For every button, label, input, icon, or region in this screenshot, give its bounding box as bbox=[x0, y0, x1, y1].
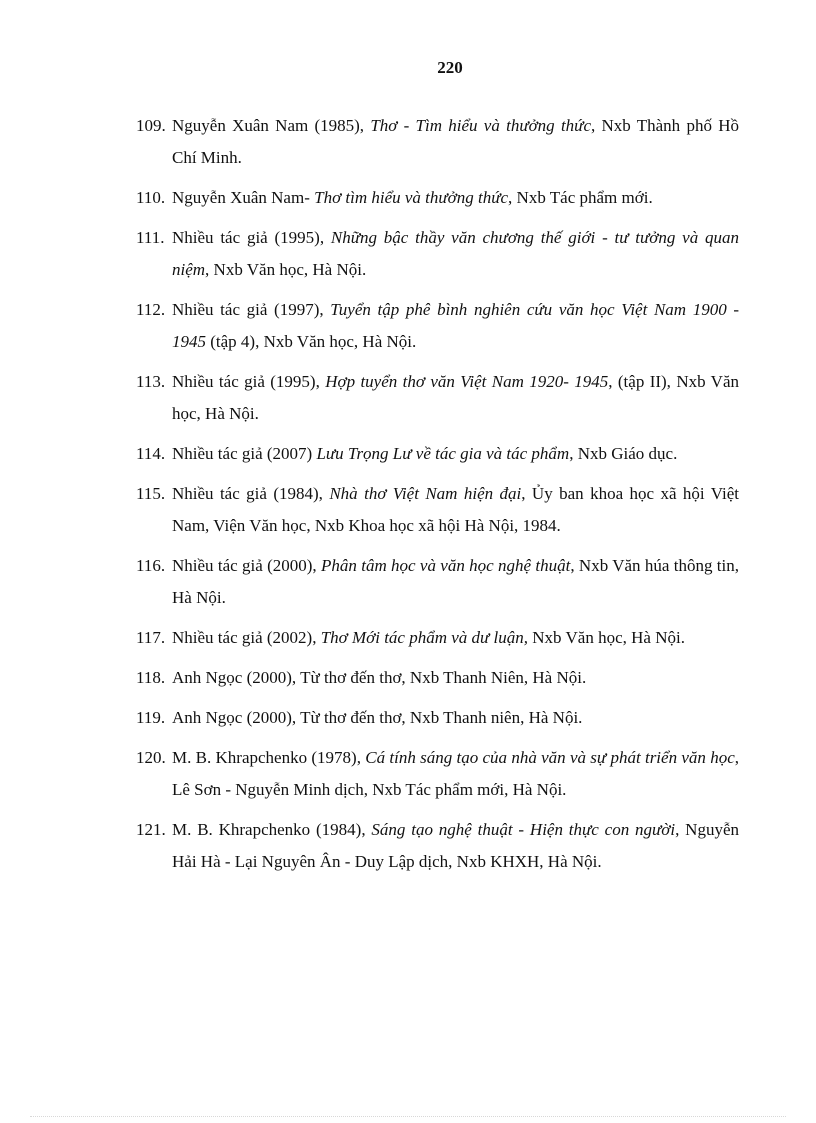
reference-item bbox=[136, 662, 739, 694]
reference-number: 109. bbox=[136, 116, 166, 135]
reference-author-year: Nhiều tác giả (2002), bbox=[172, 628, 321, 647]
reference-title: Sáng tạo nghệ thuật - Hiện thực con người bbox=[371, 820, 676, 839]
reference-publisher: , Ủy ban khoa học xã hội Việt Nam, Viện Văn học, Nxb Khoa học xã hội Hà Nội, 1984. bbox=[172, 484, 740, 535]
reference-title: Thơ tìm hiểu và thưởng thức bbox=[314, 188, 509, 207]
page-number: 220 bbox=[437, 58, 463, 77]
reference-item bbox=[136, 702, 739, 734]
reference-publisher: (tập 4), Nxb Văn học, Hà Nội. bbox=[206, 332, 417, 351]
reference-title: Thơ - Tìm hiểu và thưởng thức bbox=[370, 116, 591, 135]
reference-author-year: Nguyễn Xuân Nam- bbox=[172, 188, 315, 207]
reference-publisher: , Nxb Giáo dục. bbox=[569, 444, 678, 463]
page-bottom-rule bbox=[30, 1116, 786, 1117]
reference-author-year: Nhiều tác giả (2000), bbox=[172, 556, 322, 575]
reference-text: Anh Ngọc (2000), Từ thơ đến thơ, Nxb Thanh niên, Hà Nội. bbox=[172, 708, 583, 727]
reference-number: 115. bbox=[136, 484, 166, 503]
reference-title: Những bậc thầy văn chương thế giới - tư tưởng và quan niệm bbox=[172, 228, 740, 279]
reference-text: Anh Ngọc (2000), Từ thơ đến thơ, Nxb Thanh Niên, Hà Nội. bbox=[172, 668, 587, 687]
reference-number: 121. bbox=[136, 820, 166, 839]
reference-title: Phân tâm học và văn học nghệ thuật bbox=[321, 556, 571, 575]
reference-author-year: M. B. Khrapchenko (1978), bbox=[172, 748, 366, 767]
reference-publisher: , Nxb Văn học, Hà Nội. bbox=[205, 260, 367, 279]
reference-item bbox=[136, 550, 739, 614]
reference-author-year: M. B. Khrapchenko (1984), bbox=[172, 820, 372, 839]
reference-number: 117. bbox=[136, 628, 166, 647]
reference-title: Lưu Trọng Lư về tác gia và tác phẩm bbox=[316, 444, 570, 463]
reference-title: Hợp tuyển thơ văn Việt Nam 1920- 1945 bbox=[325, 372, 609, 391]
reference-item bbox=[136, 294, 739, 358]
reference-item bbox=[136, 814, 739, 878]
reference-title: Nhà thơ Việt Nam hiện đại bbox=[329, 484, 522, 503]
reference-author-year: Nhiều tác giả (1995), bbox=[172, 372, 326, 391]
reference-number: 120. bbox=[136, 748, 166, 767]
reference-item bbox=[136, 182, 739, 214]
reference-item bbox=[136, 742, 739, 806]
reference-item bbox=[136, 438, 739, 470]
reference-item bbox=[136, 222, 739, 286]
reference-number: 113. bbox=[136, 372, 166, 391]
reference-title: Tuyển tập phê bình nghiên cứu văn học Việt Nam 1900 - 1945 bbox=[172, 300, 740, 351]
reference-number: 111. bbox=[136, 228, 165, 247]
reference-author-year: Nhiều tác giả (1984), bbox=[172, 484, 330, 503]
reference-title: Cá tính sáng tạo của nhà văn và sự phát triển văn học bbox=[365, 748, 735, 767]
reference-number: 110. bbox=[136, 188, 166, 207]
reference-number: 119. bbox=[136, 708, 166, 727]
reference-item bbox=[136, 366, 739, 430]
reference-item bbox=[136, 478, 739, 542]
reference-author-year: Nguyễn Xuân Nam (1985), bbox=[172, 116, 371, 135]
reference-number: 116. bbox=[136, 556, 166, 575]
reference-list bbox=[136, 110, 739, 886]
reference-title: Thơ Mới tác phẩm và dư luận, bbox=[320, 628, 529, 647]
reference-publisher: , Nguyễn Hải Hà - Lại Nguyên Ân - Duy Lập dịch, Nxb KHXH, Hà Nội. bbox=[172, 820, 739, 871]
reference-item bbox=[136, 110, 739, 174]
reference-number: 118. bbox=[136, 668, 166, 687]
reference-author-year: Nhiều tác giả (2007) bbox=[172, 444, 317, 463]
reference-publisher: , Nxb Thành phố Hồ Chí Minh. bbox=[172, 116, 739, 167]
reference-publisher: , Lê Sơn - Nguyễn Minh dịch, Nxb Tác phẩm mới, Hà Nội. bbox=[172, 748, 739, 799]
reference-publisher: , (tập II), Nxb Văn học, Hà Nội. bbox=[172, 372, 739, 423]
reference-publisher: , Nxb Tác phẩm mới. bbox=[508, 188, 653, 207]
reference-publisher: , Nxb Văn húa thông tin, Hà Nội. bbox=[172, 556, 739, 607]
reference-number: 114. bbox=[136, 444, 166, 463]
reference-publisher: Nxb Văn học, Hà Nội. bbox=[528, 628, 685, 647]
reference-item bbox=[136, 622, 739, 654]
reference-number: 112. bbox=[136, 300, 166, 319]
reference-author-year: Nhiều tác giả (1997), bbox=[172, 300, 331, 319]
reference-author-year: Nhiều tác giả (1995), bbox=[172, 228, 331, 247]
